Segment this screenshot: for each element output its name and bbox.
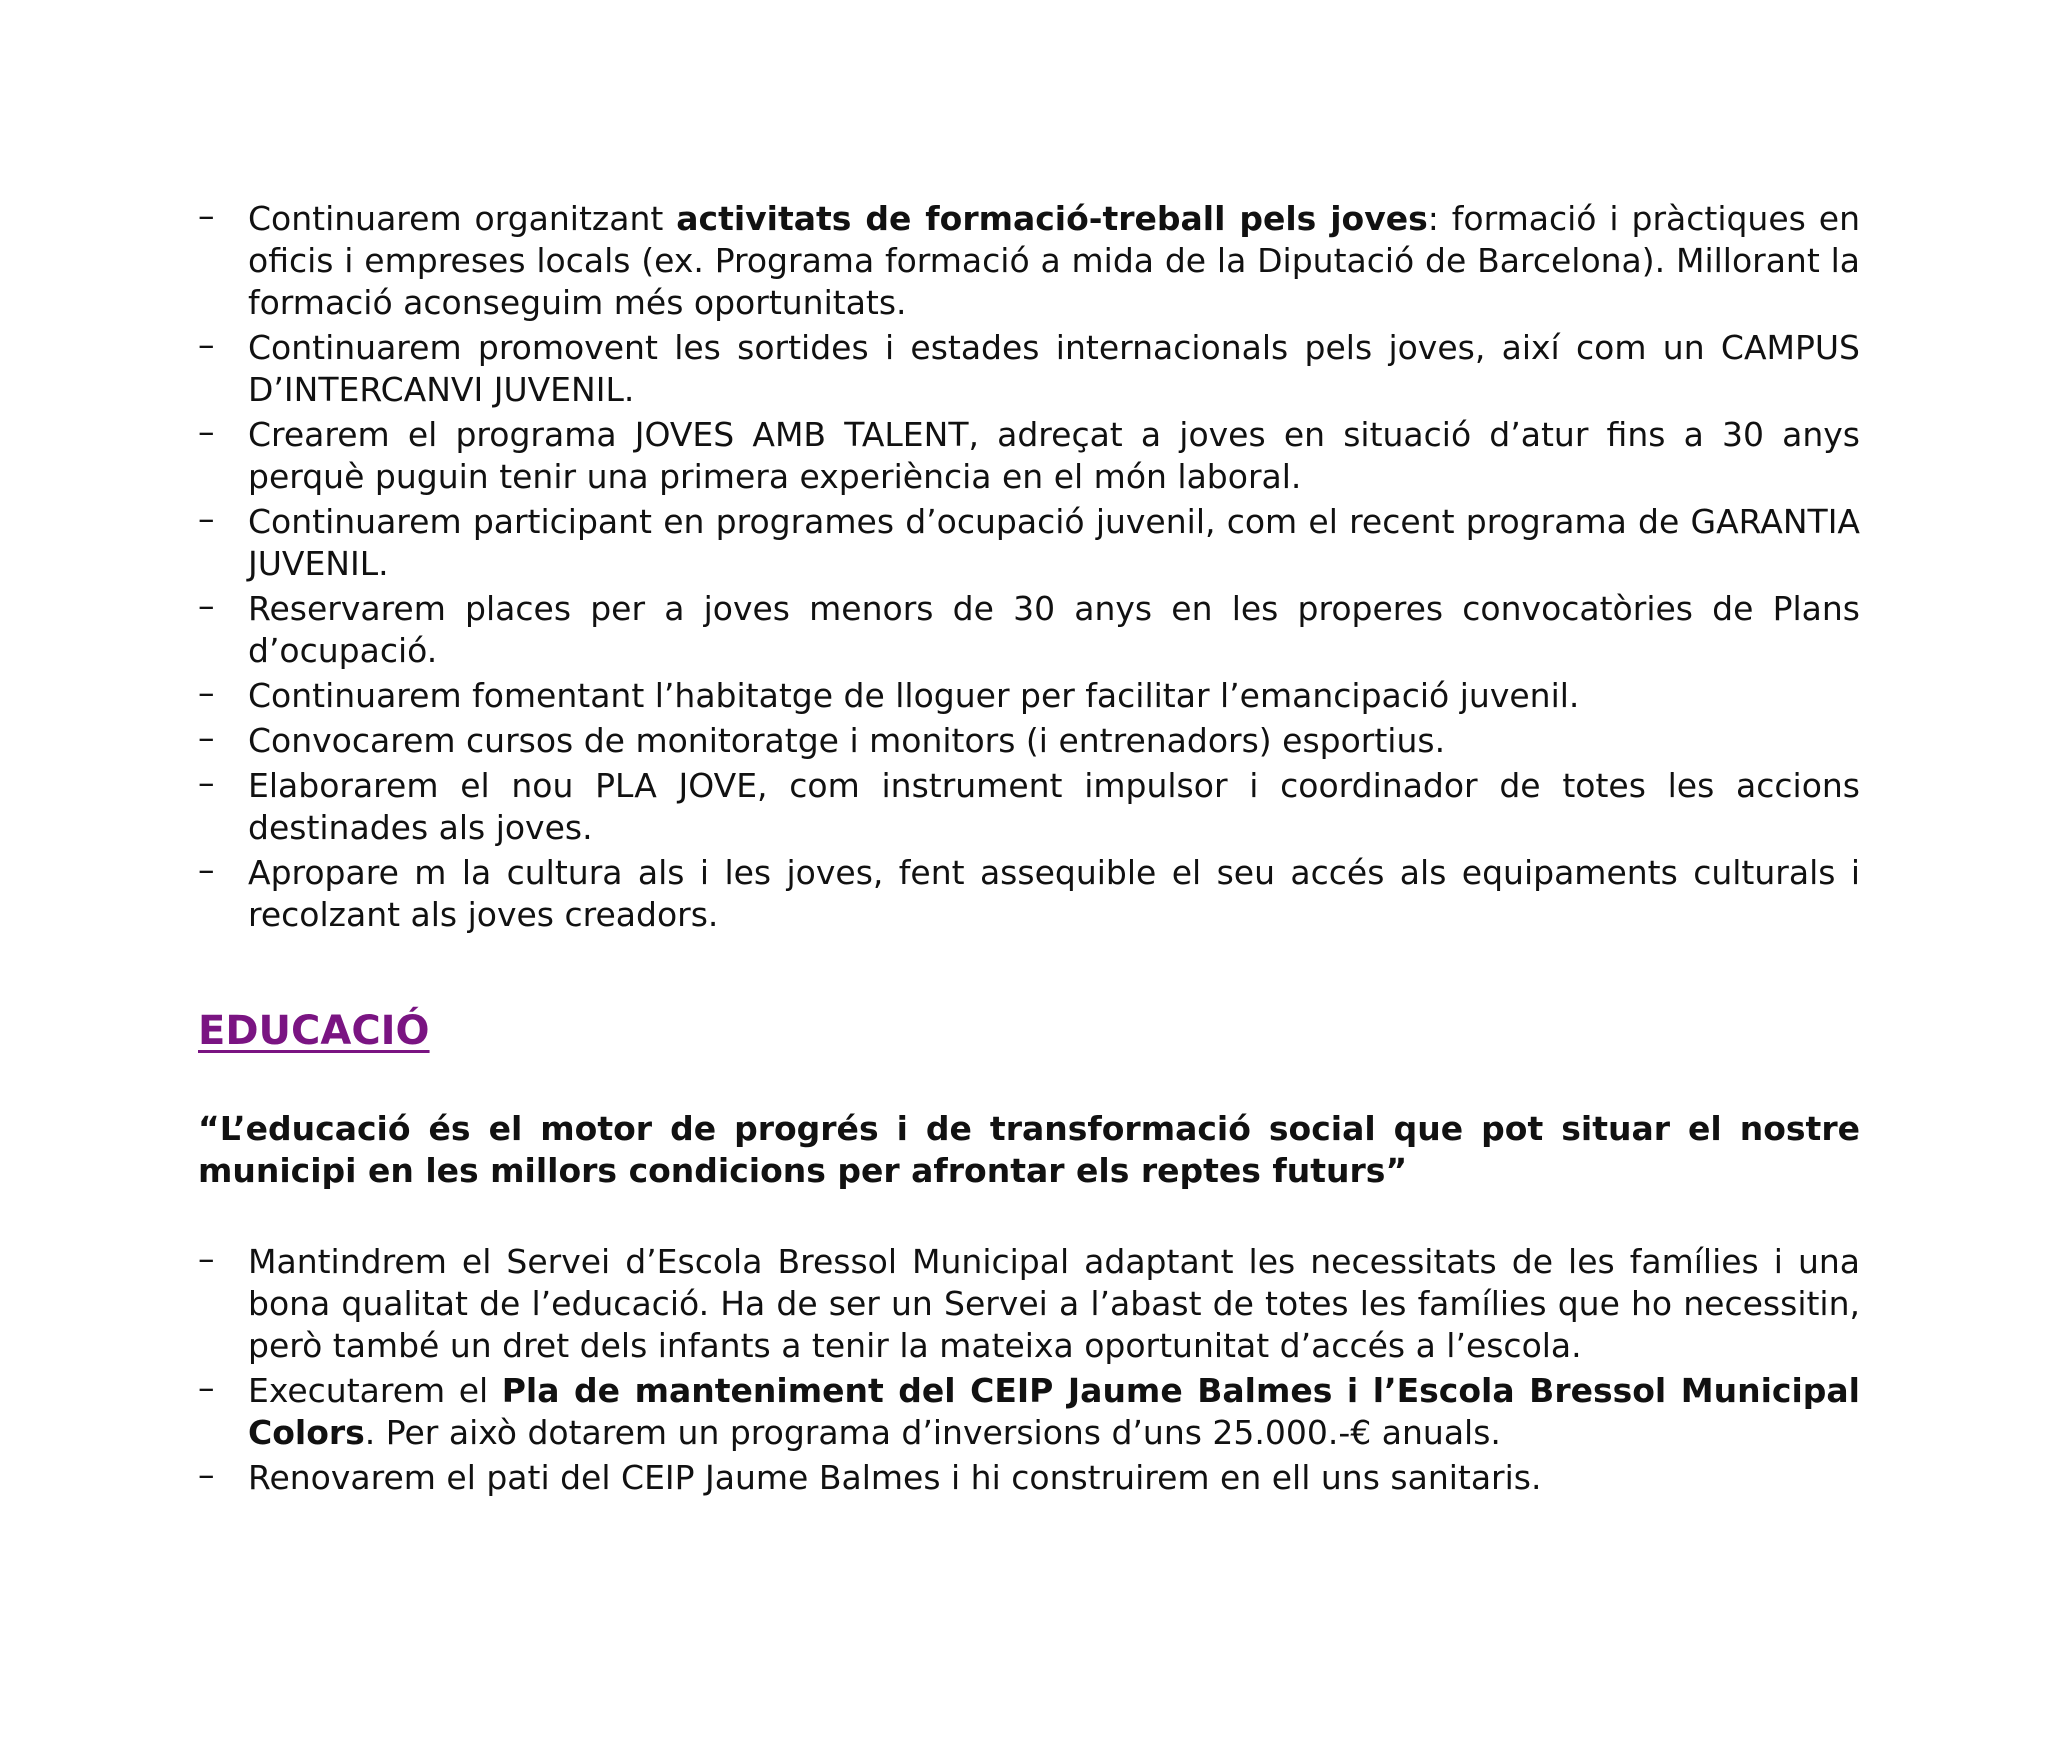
list-item: [198, 327, 1860, 411]
list-item: [198, 765, 1860, 849]
education-measures-list: [198, 1241, 1860, 1502]
item-text: Continuarem fomentant l’habitatge de lloguer per facilitar l’emancipació juvenil.: [248, 676, 1580, 715]
dash-bullet: –: [198, 196, 215, 235]
item-text-before: Continuarem organitzant: [248, 199, 677, 238]
dash-bullet: –: [198, 586, 215, 625]
dash-bullet: –: [198, 763, 215, 802]
item-text-after: . Per això dotarem un programa d’inversions d’uns 25.000.-€ anuals.: [364, 1413, 1501, 1452]
list-item: [198, 1457, 1860, 1499]
education-quote: “L’educació és el motor de progrés i de transformació social que pot situar el nostre municipi en les millors condicions per afrontar els reptes futurs”: [198, 1109, 1860, 1190]
list-item: [198, 1370, 1860, 1454]
list-item: [198, 852, 1860, 936]
dash-bullet: –: [198, 325, 215, 364]
item-text-after: : formació i pràctiques en oficis i empreses locals (ex. Programa formació a mida de la Diputació de Barcelona). Millorant la formació aconseguim més oportunitats.: [248, 199, 1860, 322]
dash-bullet: –: [198, 499, 215, 538]
dash-bullet: –: [198, 1455, 215, 1494]
dash-bullet: –: [198, 850, 215, 889]
dash-bullet: –: [198, 718, 215, 757]
item-text: Reservarem places per a joves menors de 30 anys en les properes convocatòries de Plans d’ocupació.: [248, 589, 1860, 670]
list-item: [198, 675, 1860, 717]
dash-bullet: –: [198, 1239, 215, 1278]
item-text: Apropare m la cultura als i les joves, fent assequible el seu accés als equipaments culturals i recolzant als joves creadors.: [248, 853, 1860, 934]
dash-bullet: –: [198, 1368, 215, 1407]
dash-bullet: –: [198, 673, 215, 712]
item-text-bold: Pla de manteniment del CEIP Jaume Balmes i l’Escola Bressol Municipal Colors: [248, 1371, 1860, 1452]
section-heading-educacio: EDUCACIÓ: [198, 1008, 430, 1054]
list-item: [198, 501, 1860, 585]
list-item: [198, 414, 1860, 498]
item-text: Crearem el programa JOVES AMB TALENT, adreçat a joves en situació d’atur fins a 30 anys perquè puguin tenir una primera experiència en el món laboral.: [248, 415, 1860, 496]
youth-measures-list: [198, 198, 1860, 939]
item-text: Elaborarem el nou PLA JOVE, com instrument impulsor i coordinador de totes les accions destinades als joves.: [248, 766, 1860, 847]
item-text: Continuarem participant en programes d’ocupació juvenil, com el recent programa de GARANTIA JUVENIL.: [248, 502, 1860, 583]
item-text: Renovarem el pati del CEIP Jaume Balmes i hi construirem en ell uns sanitaris.: [248, 1458, 1542, 1497]
list-item: [198, 1241, 1860, 1367]
list-item: [198, 198, 1860, 324]
item-text-bold: activitats de formació-treball pels joves: [676, 199, 1428, 238]
dash-bullet: –: [198, 412, 215, 451]
item-text: Continuarem promovent les sortides i estades internacionals pels joves, així com un CAMPUS D’INTERCANVI JUVENIL.: [248, 328, 1860, 409]
item-text-before: Executarem el: [248, 1371, 502, 1410]
list-item: [198, 588, 1860, 672]
list-item: [198, 720, 1860, 762]
item-text: Convocarem cursos de monitoratge i monitors (i entrenadors) esportius.: [248, 721, 1446, 760]
item-text: Mantindrem el Servei d’Escola Bressol Municipal adaptant les necessitats de les famílies i una bona qualitat de l’educació. Ha de ser un Servei a l’abast de totes les famílies que ho necessitin, però també un dret dels infants a tenir la mateixa oportunitat d’accés a l’escola.: [248, 1242, 1860, 1365]
